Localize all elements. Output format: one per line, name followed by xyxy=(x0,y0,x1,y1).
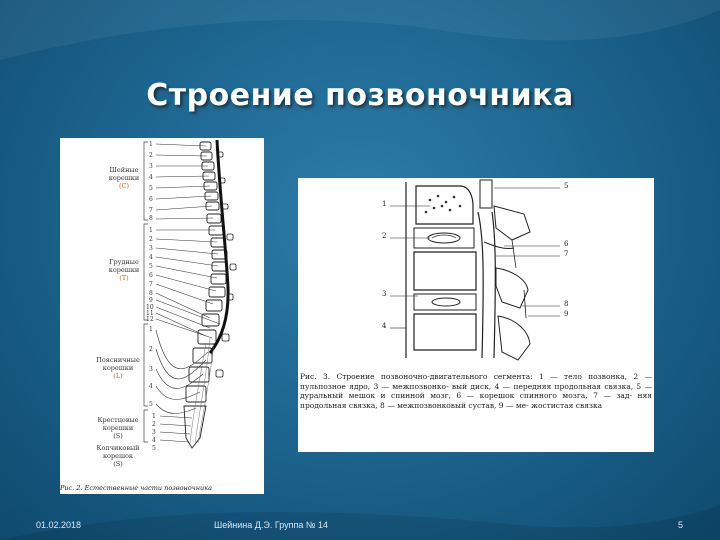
svg-text:4: 4 xyxy=(149,254,153,261)
svg-text:7: 7 xyxy=(149,207,153,214)
motion-segment-figure xyxy=(298,178,654,452)
svg-text:4: 4 xyxy=(149,383,153,390)
label-2: 2 xyxy=(382,232,387,240)
svg-text:12: 12 xyxy=(146,316,154,323)
footer-author: Шейнина Д.Э. Группа № 14 xyxy=(214,520,329,530)
label-7: 7 xyxy=(564,250,569,258)
svg-text:2: 2 xyxy=(152,421,156,428)
svg-text:8: 8 xyxy=(149,215,153,222)
svg-text:3: 3 xyxy=(149,163,153,170)
label-1: 1 xyxy=(382,200,387,208)
svg-text:5: 5 xyxy=(149,185,153,192)
svg-text:6: 6 xyxy=(149,196,153,203)
svg-text:3: 3 xyxy=(149,245,153,252)
svg-text:1: 1 xyxy=(149,227,153,234)
svg-text:3: 3 xyxy=(152,429,156,436)
svg-text:4: 4 xyxy=(149,174,153,181)
label-3: 3 xyxy=(382,290,387,298)
lumbar-roots-label: Поясничные корешки (L) xyxy=(96,356,140,380)
svg-text:10: 10 xyxy=(146,304,154,311)
svg-text:2: 2 xyxy=(149,346,153,353)
svg-text:1: 1 xyxy=(149,326,153,333)
thoracic-roots-label: Грудные корешки (T) xyxy=(108,258,140,282)
svg-text:7: 7 xyxy=(149,281,153,288)
label-9: 9 xyxy=(564,310,569,318)
cervical-roots-label: Шейные корешки (C) xyxy=(108,166,140,190)
svg-text:2: 2 xyxy=(149,152,153,159)
figure-3-caption: Рис. 3. Строение позвоночно-двигательного сегмента: 1 — тело позвонка, 2 — пульпозное ядро, 3 — межпозвонко- вый диск, 4 — передняя продольная связка, 5 — дуральный мешок и спинной мозг, 6 — корешок спинного мозга, 7 — зад- няя продольная связка, 8 — межпозвонковый сустав, 9 — ме- жостистая связка xyxy=(300,372,652,410)
label-8: 8 xyxy=(564,300,569,308)
svg-text:9: 9 xyxy=(149,297,153,304)
coccygeal-root-label: Копчиковый корешок (S) xyxy=(96,444,140,468)
svg-text:1: 1 xyxy=(149,141,153,148)
svg-text:2: 2 xyxy=(149,236,153,243)
label-6: 6 xyxy=(564,240,569,248)
svg-text:6: 6 xyxy=(149,272,153,279)
footer-date: 01.02.2018 xyxy=(36,520,82,530)
label-5: 5 xyxy=(564,182,569,190)
motion-segment-illustration xyxy=(298,178,654,368)
slide-number: 5 xyxy=(678,520,684,530)
svg-text:5: 5 xyxy=(149,263,153,270)
slide-title: Строение позвоночника xyxy=(146,78,574,113)
svg-text:3: 3 xyxy=(149,366,153,373)
svg-text:8: 8 xyxy=(149,290,153,297)
svg-text:4: 4 xyxy=(152,437,156,444)
spine-figure xyxy=(60,138,264,494)
svg-text:1: 1 xyxy=(152,413,156,420)
svg-text:5: 5 xyxy=(152,445,156,452)
sacral-roots-label: Крестцовые корешки (S) xyxy=(97,416,139,440)
svg-text:5: 5 xyxy=(149,401,153,408)
figure-2-caption: Рис. 2. Естественные части позвоночника xyxy=(60,484,212,492)
label-4: 4 xyxy=(382,322,387,330)
svg-text:11: 11 xyxy=(146,310,154,317)
